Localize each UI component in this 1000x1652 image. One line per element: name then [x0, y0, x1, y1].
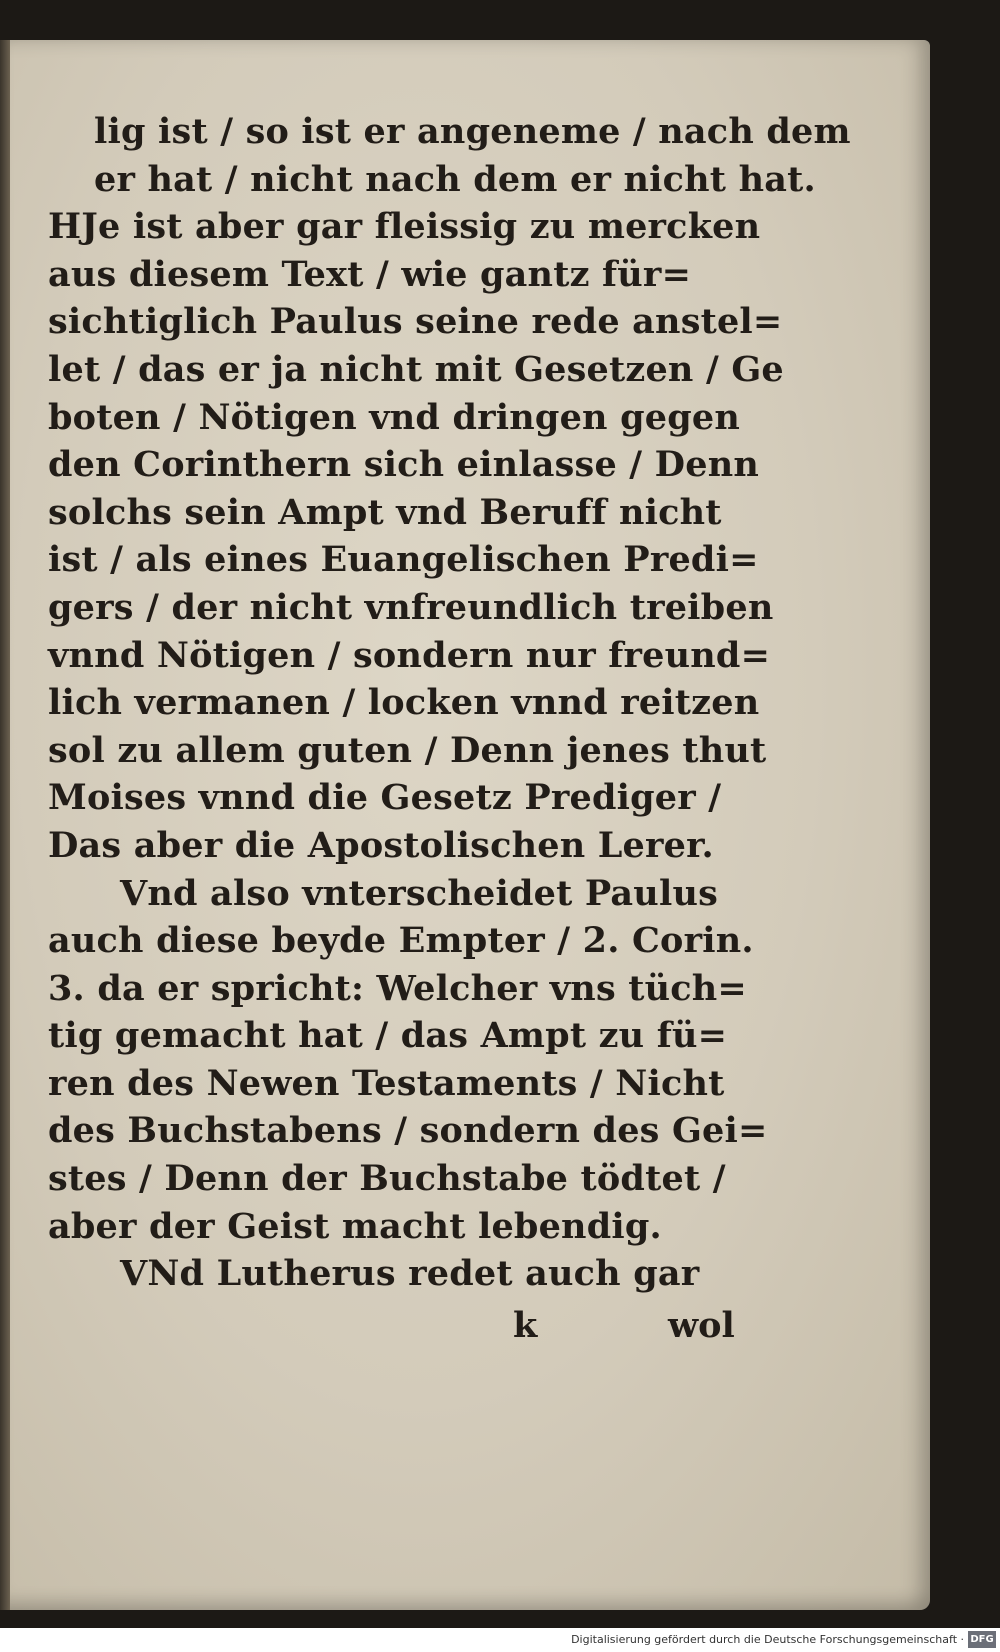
signature-mark: k [513, 1305, 538, 1346]
text-line: Das aber die Apostolischen Lerer. [48, 824, 714, 866]
dfg-logo: DFG [968, 1631, 996, 1648]
text-line: lich vermanen / locken vnnd reitzen [48, 682, 760, 724]
text-line: auch diese beyde Empter / 2. Corin. [48, 920, 754, 962]
funding-credit: Digitalisierung gefördert durch die Deutsche Forschungsgemeinschaft · [571, 1633, 964, 1646]
catchword: wol [668, 1305, 735, 1346]
text-line: tig gemacht hat / das Ampt zu fü= [48, 1015, 728, 1057]
text-line: 3. da er spricht: Welcher vns tüch= [48, 967, 747, 1009]
body-text [48, 108, 851, 1298]
text-line: ist / als eines Euangelischen Predi= [48, 539, 759, 581]
digitization-footer [0, 1628, 1000, 1652]
text-line: boten / Nötigen vnd dringen gegen [48, 396, 741, 438]
text-line: VNd Lutherus redet auch gar [120, 1253, 700, 1295]
text-line: den Corinthern sich einlasse / Denn [48, 444, 759, 486]
page-foot [48, 1305, 768, 1353]
text-line: lig ist / so ist er angeneme / nach dem [94, 111, 851, 152]
text-line: gers / der nicht vnfreundlich treiben [48, 586, 774, 628]
text-line: HJe ist aber gar fleissig zu mercken [48, 206, 761, 248]
text-line: stes / Denn der Buchstabe tödtet / [48, 1158, 726, 1200]
text-line: sol zu allem guten / Denn jenes thut [48, 729, 767, 771]
text-line: des Buchstabens / sondern des Gei= [48, 1110, 768, 1152]
text-line: aus diesem Text / wie gantz für= [48, 253, 692, 295]
page-gutter-edge [0, 40, 10, 1610]
text-line: er hat / nicht nach dem er nicht hat. [94, 158, 816, 200]
text-line: vnnd Nötigen / sondern nur freund= [48, 634, 771, 676]
text-line: Vnd also vnterscheidet Paulus [120, 872, 718, 914]
text-line: sichtiglich Paulus seine rede anstel= [48, 301, 783, 343]
text-line: let / das er ja nicht mit Gesetzen / Ge [48, 348, 784, 390]
text-line: Moises vnnd die Gesetz Prediger / [48, 777, 722, 819]
text-line: aber der Geist macht lebendig. [48, 1205, 662, 1247]
text-line: solchs sein Ampt vnd Beruff nicht [48, 491, 722, 533]
text-line: ren des Newen Testaments / Nicht [48, 1062, 725, 1104]
